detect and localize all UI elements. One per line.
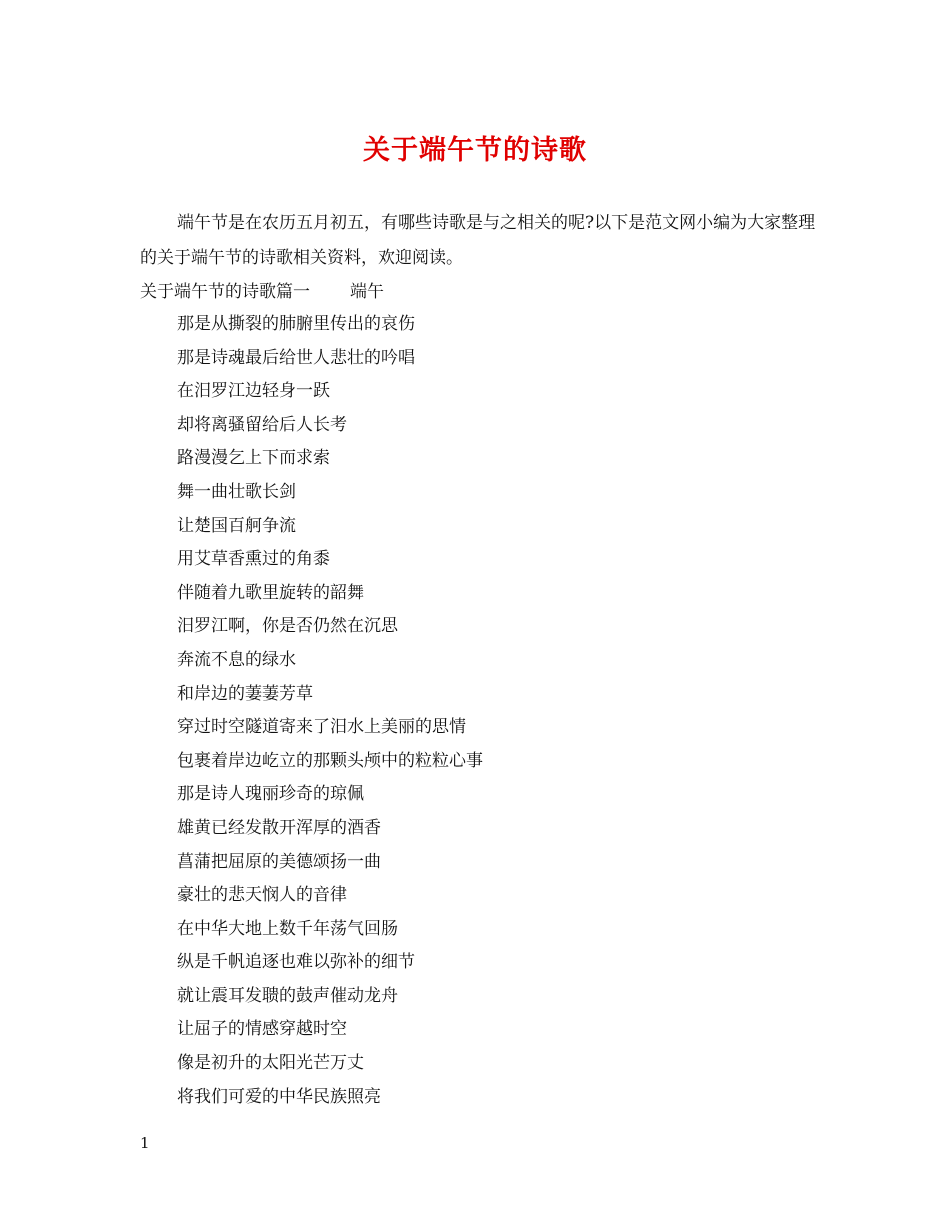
poem-line: 豪壮的悲天悯人的音律: [177, 885, 347, 906]
poem-line: 雄黄已经发散开浑厚的酒香: [177, 817, 381, 838]
section-heading: [140, 278, 384, 306]
poem-line: 让楚国百舸争流: [177, 515, 296, 536]
page-number: 1: [140, 1134, 150, 1152]
poem-line: 用艾草香熏过的角黍: [177, 549, 330, 570]
poem-line: 让屈子的情感穿越时空: [177, 1019, 347, 1040]
poem-line: 和岸边的萋萋芳草: [177, 683, 313, 704]
poem-lines: [177, 308, 483, 1114]
poem-line: 路漫漫乞上下而求索: [177, 448, 330, 469]
page-title: 关于端午节的诗歌: [363, 135, 587, 166]
poem-line: 纵是千帆追逐也难以弥补的细节: [177, 952, 415, 973]
poem-line: 伴随着九歌里旋转的韶舞: [177, 582, 364, 603]
poem-line: 奔流不息的绿水: [177, 649, 296, 670]
poem-line: 就让震耳发聩的鼓声催动龙舟: [177, 985, 398, 1006]
poem-line: 在汨罗江边轻身一跃: [177, 381, 330, 402]
poem-line: 穿过时空隧道寄来了汨水上美丽的思情: [177, 717, 466, 738]
poem-line: 将我们可爱的中华民族照亮: [177, 1086, 381, 1107]
intro-paragraph: 端午节是在农历五月初五，有哪些诗歌是与之相关的呢?以下是范文网小编为大家整理的关于端午节的诗歌相关资料，欢迎阅读。: [140, 213, 816, 268]
poem-line: 舞一曲壮歌长剑: [177, 481, 296, 502]
poem-line: 汨罗江啊，你是否仍然在沉思: [177, 616, 398, 637]
poem-line: 却将离骚留给后人长考: [177, 414, 347, 435]
poem-line: 菖蒲把屈原的美德颂扬一曲: [177, 851, 381, 872]
section-label: 关于端午节的诗歌篇一: [140, 282, 310, 302]
poem-title: 端午: [350, 282, 384, 302]
poem-line: 那是诗人瑰丽珍奇的琼佩: [177, 784, 364, 805]
poem-line: 那是从撕裂的肺腑里传出的哀伤: [177, 314, 415, 334]
poem-line: 在中华大地上数千年荡气回肠: [177, 918, 398, 939]
poem-line: 像是初升的太阳光芒万丈: [177, 1053, 364, 1074]
poem-line: 那是诗魂最后给世人悲壮的吟唱: [177, 347, 415, 368]
poem-line: 包裹着岸边屹立的那颗头颅中的粒粒心事: [177, 750, 483, 771]
